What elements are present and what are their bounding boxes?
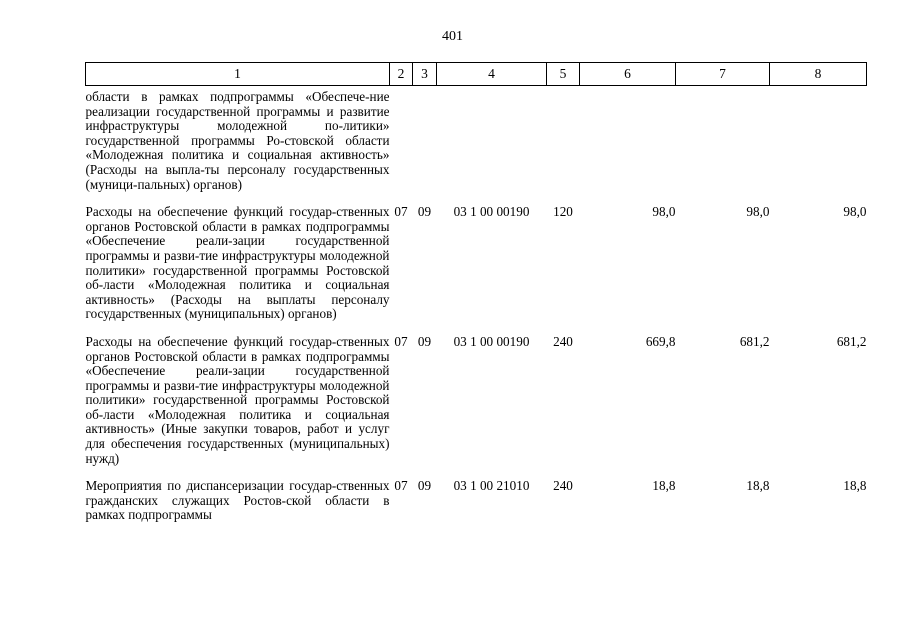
row-description: Расходы на обеспечение функций государ-ственных органов Ростовской области в рамках подпрограммы «Обеспечение реали-зации государственной программы и разви-тие инфраструктуры молодежной политики» государственной программы Ростовской об-ласти «Молодежная политика и социальная активность» (Расходы на выплаты персоналу государственных (муниципальных) органов): [85, 204, 390, 322]
table-row: [86, 479, 867, 523]
row-amount-col8: 18,8: [843, 478, 867, 494]
row-amount-col6: 669,8: [645, 333, 676, 349]
row-section: 07: [394, 333, 408, 349]
row-section: 07: [394, 204, 408, 220]
row-description: Мероприятия по диспансеризации государ-ственных гражданских служащих Ростов-ской области в рамках подпрограммы: [85, 478, 390, 523]
row-amount-col7: 98,0: [746, 204, 770, 220]
row-subsection: 09: [417, 333, 432, 349]
row-subsection: 09: [417, 204, 432, 220]
row-section: [390, 86, 413, 206]
row-description: области в рамках подпрограммы «Обеспече-ние реализации государственной программы и развитие инфраструктуры молодежной по-литики» государственной программы Ро-стовской области «Молодежная политика и социальная активность» (Расходы на выпла-ты персоналу государственных (муници-пальных) органов): [85, 89, 390, 192]
row-target-article: 03 1 00 21010: [453, 478, 530, 494]
row-amount-col6: 98,0: [652, 204, 676, 220]
row-amount-col6: 18,8: [652, 478, 676, 494]
row-target-article: 03 1 00 00190: [453, 204, 530, 220]
row-amount-col8: 681,2: [836, 333, 867, 349]
row-description: Расходы на обеспечение функций государ-ственных органов Ростовской области в рамках подпрограммы «Обеспечение реали-зации государственной программы и разви-тие инфраструктуры молодежной политики» государственной программы Ростовской об-ласти «Молодежная политика и социальная активность» (Иные закупки товаров, работ и услуг для обеспечения государственных (муниципальных) нужд): [85, 333, 390, 466]
header-col-3: 3: [413, 63, 437, 86]
budget-table: [85, 62, 867, 523]
row-expense-type: [547, 86, 580, 206]
header-col-2: 2: [390, 63, 413, 86]
table-row: [86, 335, 867, 479]
row-amount-col7: [676, 86, 770, 206]
header-col-1: 1: [86, 63, 390, 86]
row-subsection: [413, 86, 437, 206]
row-target-article: 03 1 00 00190: [453, 333, 530, 349]
row-expense-type: 240: [553, 478, 573, 494]
row-amount-col8: 98,0: [843, 204, 867, 220]
row-target-article: [437, 86, 547, 206]
row-expense-type: 120: [553, 204, 573, 220]
row-amount-col7: 681,2: [739, 333, 770, 349]
header-col-7: 7: [676, 63, 770, 86]
row-section: 07: [394, 478, 408, 494]
header-row: [86, 63, 867, 86]
header-col-6: 6: [580, 63, 676, 86]
row-subsection: 09: [417, 478, 432, 494]
row-amount-col6: [580, 86, 676, 206]
header-col-5: 5: [547, 63, 580, 86]
row-expense-type: 240: [553, 333, 573, 349]
header-col-8: 8: [770, 63, 867, 86]
row-amount-col7: 18,8: [746, 478, 770, 494]
table-row: [86, 86, 867, 206]
table-row: [86, 205, 867, 335]
header-col-4: 4: [437, 63, 547, 86]
page-number: 401: [442, 29, 463, 44]
row-amount-col8: [770, 86, 867, 206]
